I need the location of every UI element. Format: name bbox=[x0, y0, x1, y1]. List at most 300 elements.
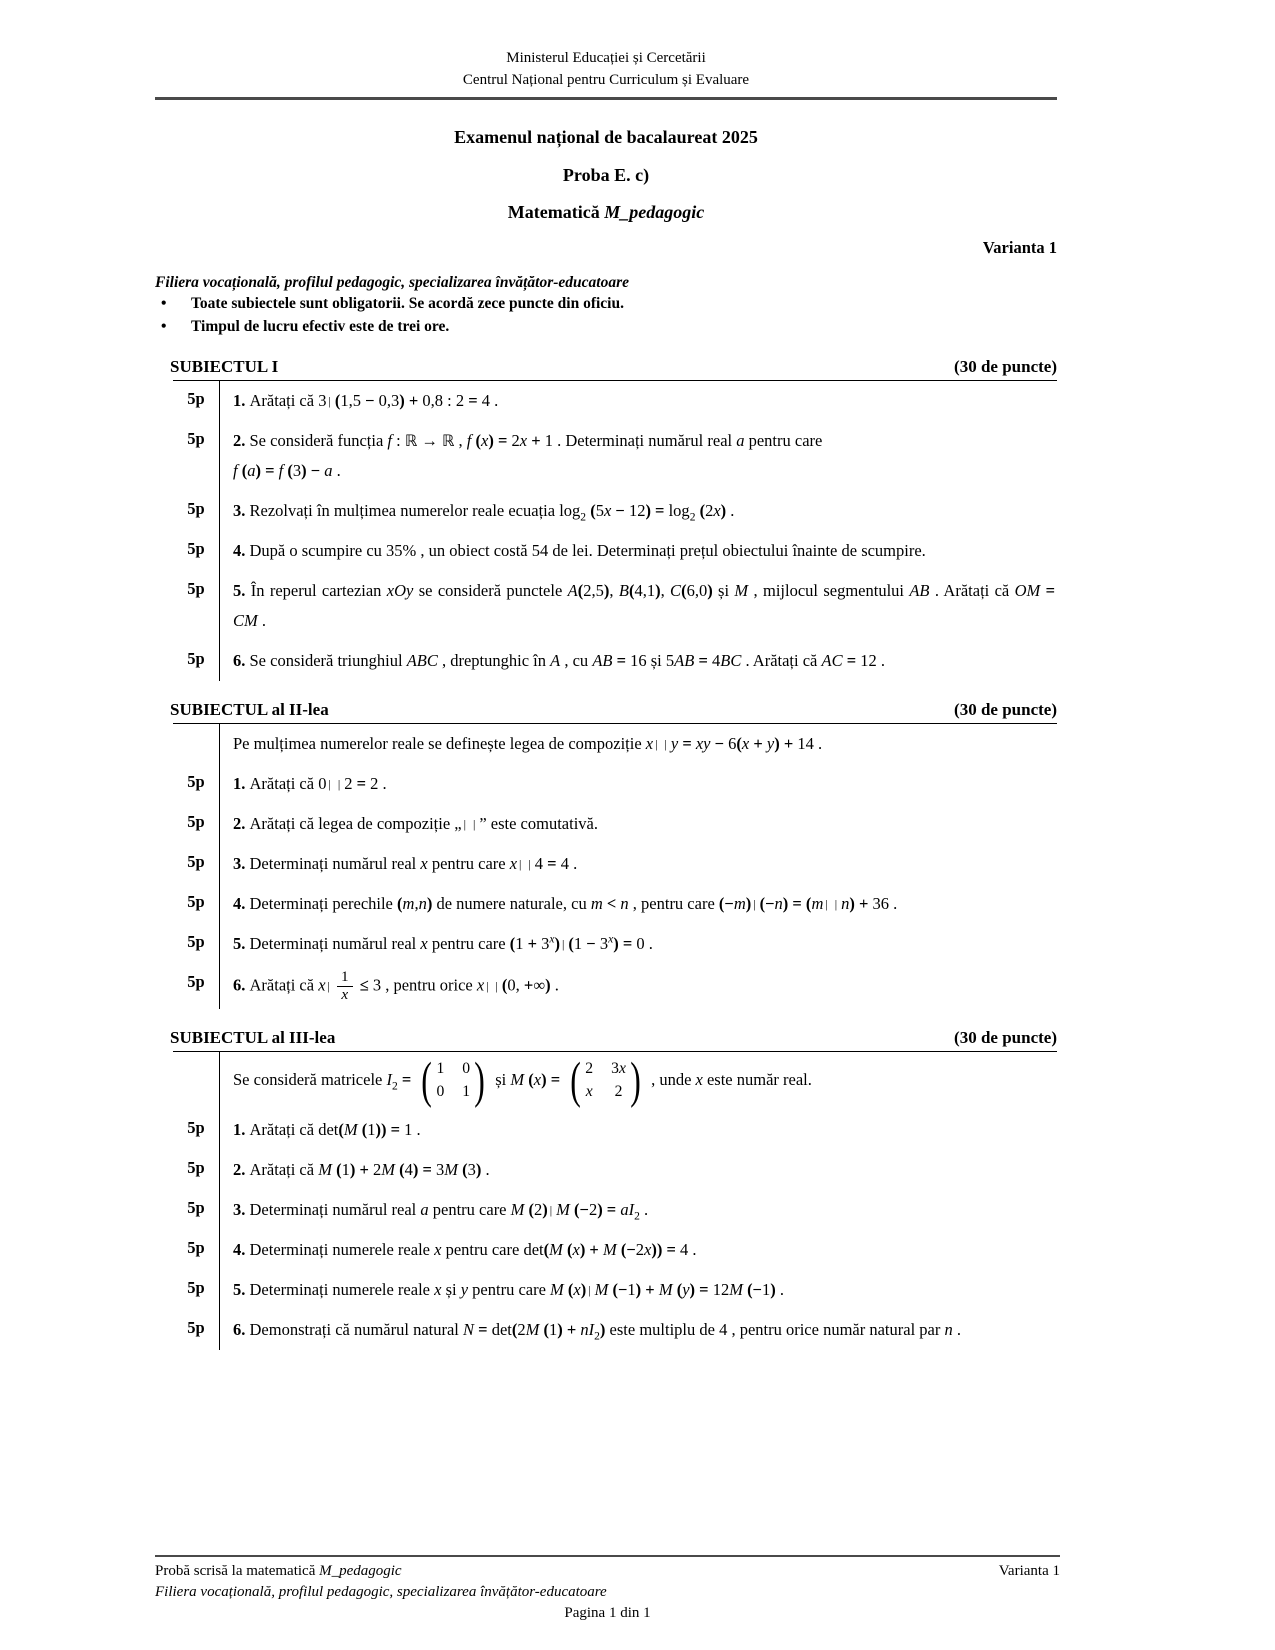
math-n: pentru care bbox=[468, 1280, 551, 1300]
math-b: ( bbox=[577, 581, 584, 601]
math-n: și bbox=[441, 1280, 461, 1300]
math-b: ) + bbox=[579, 1240, 603, 1260]
math-b: = bbox=[694, 651, 712, 671]
problem-row bbox=[173, 1230, 1057, 1270]
math-n: . bbox=[726, 501, 735, 521]
math-n: Determinați numărul real bbox=[565, 431, 737, 451]
math-b: 5. bbox=[233, 581, 251, 601]
math-b: ( bbox=[338, 1120, 344, 1140]
math-i: f bbox=[278, 461, 284, 481]
math-n: ∞ bbox=[533, 975, 546, 995]
math-b: = bbox=[612, 651, 631, 671]
math-b: 2. bbox=[233, 431, 250, 451]
math-b: ( bbox=[511, 1320, 518, 1340]
math-n: După o scumpire cu 35% , un obiect costă 54 de lei. Determinați prețul obiectului înainte de scumpire. bbox=[249, 541, 926, 561]
math-i: f bbox=[387, 431, 392, 451]
math-n: 2 bbox=[517, 1320, 526, 1340]
math-b: → bbox=[417, 431, 442, 451]
math-i: x bbox=[420, 854, 428, 874]
problem-row bbox=[173, 924, 1057, 964]
math-b: ) bbox=[655, 581, 661, 601]
math-b: = bbox=[678, 734, 696, 754]
exam-title: Examenul național de bacalaureat 2025 bbox=[454, 126, 758, 147]
math-n: 36 . bbox=[872, 894, 898, 914]
math-b: 3. bbox=[233, 854, 250, 874]
math-o: | | bbox=[463, 817, 478, 832]
math-i: n bbox=[620, 894, 629, 914]
math-b: ( bbox=[672, 1280, 683, 1300]
math-n: Determinați numărul real bbox=[249, 854, 421, 874]
math-i: M bbox=[510, 1069, 525, 1089]
math-n: 2,5 bbox=[583, 581, 604, 601]
problem-text bbox=[219, 764, 1057, 804]
math-o: | | bbox=[486, 978, 500, 993]
section-points: (30 de puncte) bbox=[954, 700, 1057, 720]
problem-text bbox=[219, 804, 1057, 844]
math-b: ( bbox=[568, 934, 574, 954]
math-b: + bbox=[527, 934, 542, 954]
math-i: x bbox=[713, 501, 721, 521]
math-b: ) bbox=[603, 581, 610, 601]
bullet-item bbox=[155, 315, 1057, 338]
section-title: SUBIECTUL I bbox=[170, 357, 279, 376]
math-n: 1 bbox=[761, 1280, 771, 1300]
math-num: 0 bbox=[436, 1083, 445, 1101]
points-cell: 5p bbox=[187, 852, 205, 872]
math-i: y bbox=[766, 734, 775, 754]
problem-text bbox=[219, 1190, 1057, 1230]
math-b: (− bbox=[718, 894, 734, 914]
math-n: 12 bbox=[628, 501, 646, 521]
points-cell bbox=[173, 1052, 219, 1111]
math-n: 3 bbox=[292, 461, 302, 481]
math-o: | bbox=[562, 937, 567, 952]
math-b: ) + bbox=[774, 734, 798, 754]
math-n: 2 bbox=[511, 431, 520, 451]
math-n: 3 bbox=[467, 1160, 476, 1180]
math-sub: 2 bbox=[634, 1210, 640, 1223]
problem-text bbox=[219, 844, 1057, 884]
math-b: ( bbox=[586, 501, 596, 521]
problem-row bbox=[173, 1190, 1057, 1230]
math-sub: 2 bbox=[391, 1080, 398, 1092]
math-i: M bbox=[550, 1280, 564, 1300]
math-i: AB bbox=[909, 581, 930, 601]
math-b: < bbox=[602, 894, 621, 914]
math-i: BC bbox=[720, 651, 742, 671]
math-i: f bbox=[466, 431, 472, 451]
math-b: ) bbox=[545, 975, 551, 995]
footer-row1 bbox=[155, 1561, 1060, 1582]
footer-proba-profile: M_pedagogic bbox=[319, 1563, 402, 1579]
points-cell: 5p bbox=[187, 1278, 205, 1298]
math-n: 6,0 bbox=[686, 581, 708, 601]
math-n: 1 bbox=[573, 934, 587, 954]
math-n: Arătați că 0 bbox=[249, 774, 327, 794]
math-o: | bbox=[549, 1203, 555, 1218]
exam-subject bbox=[155, 202, 1057, 223]
math-n: , bbox=[414, 894, 419, 914]
math-n: În reperul cartezian bbox=[250, 581, 387, 601]
math-i: x bbox=[519, 431, 528, 451]
math-i: x bbox=[533, 1069, 542, 1089]
math-b: ( bbox=[562, 1240, 573, 1260]
math-i: M bbox=[658, 1280, 673, 1300]
problem-text bbox=[219, 381, 1057, 421]
math-b: ) bbox=[554, 934, 561, 954]
matrix-cells bbox=[435, 1060, 471, 1103]
math-n: 1 bbox=[341, 1160, 350, 1180]
math-b: (− bbox=[759, 894, 775, 914]
math-n: 2 bbox=[373, 1160, 382, 1180]
math-i: y bbox=[682, 1280, 690, 1300]
math-i: OM bbox=[1014, 581, 1041, 601]
section-table bbox=[173, 723, 1057, 1009]
math-b: 5. bbox=[233, 934, 250, 954]
math-i: xOy bbox=[386, 581, 414, 601]
matrix-paren-right: ) bbox=[630, 1051, 641, 1109]
math-n: 6 bbox=[728, 734, 737, 754]
math-b: = bbox=[356, 774, 371, 794]
math-o: | bbox=[588, 1283, 593, 1298]
problem-text bbox=[219, 1310, 1057, 1350]
problem-text bbox=[219, 1270, 1057, 1310]
math-n: 0,3 bbox=[378, 391, 400, 410]
points-cell: 5p bbox=[187, 539, 205, 559]
section-title: SUBIECTUL al III-lea bbox=[170, 1027, 336, 1047]
math-i: a bbox=[420, 1200, 429, 1220]
math-b: ( bbox=[695, 501, 706, 521]
math-i: y bbox=[670, 734, 679, 754]
math-i: x bbox=[434, 1280, 442, 1300]
math-b: 4. bbox=[233, 541, 250, 561]
math-num: 0 bbox=[462, 1059, 471, 1077]
math-i: x bbox=[695, 1069, 703, 1089]
math-n: 2 bbox=[635, 1240, 644, 1260]
points-cell: 5p bbox=[187, 649, 205, 669]
math-o: | | bbox=[328, 777, 343, 792]
points-cell: 5p bbox=[187, 972, 205, 992]
fraction bbox=[337, 969, 353, 1003]
math-n: 1 . bbox=[544, 431, 566, 451]
section-table bbox=[173, 1051, 1057, 1351]
math-i: M bbox=[381, 1160, 395, 1180]
math-b: ( bbox=[628, 581, 635, 601]
math-b: − bbox=[586, 934, 600, 954]
problem-row bbox=[173, 1150, 1057, 1190]
math-n: 4,1 bbox=[634, 581, 656, 601]
math-b: (− bbox=[569, 1200, 589, 1220]
math-i: M bbox=[444, 1160, 459, 1180]
math-b: ( bbox=[395, 1160, 405, 1180]
math-b: (− bbox=[616, 1240, 636, 1260]
math-i: x bbox=[573, 1280, 581, 1300]
math-i: xy bbox=[695, 734, 711, 754]
math-i: m bbox=[811, 894, 824, 914]
math-n: 2 bbox=[344, 774, 357, 794]
math-n: 12 . bbox=[860, 651, 885, 671]
math-b: ( bbox=[524, 1069, 534, 1089]
math-b: 2. bbox=[233, 1160, 250, 1180]
points-cell: 5p bbox=[187, 1318, 205, 1338]
problem-row bbox=[173, 491, 1057, 531]
exam-proba: Proba E. c) bbox=[562, 164, 650, 185]
matrix-cell bbox=[436, 1060, 444, 1079]
math-b: ) = bbox=[689, 1280, 713, 1300]
math-b: ) bbox=[770, 1280, 776, 1300]
math-i: n bbox=[774, 894, 783, 914]
math-n: 2 bbox=[534, 1200, 543, 1220]
math-b: ( bbox=[357, 1120, 368, 1140]
math-n: . Arătați că bbox=[741, 651, 822, 671]
points-cell: 5p bbox=[187, 499, 205, 519]
footer-variant: Varianta 1 bbox=[998, 1563, 1060, 1579]
math-i: M bbox=[549, 1240, 563, 1260]
math-o: | | bbox=[519, 857, 533, 872]
math-n: 4 . bbox=[481, 391, 499, 410]
matrix-cell bbox=[611, 1060, 626, 1079]
math-i: n bbox=[580, 1320, 589, 1340]
math-b: ( bbox=[736, 734, 742, 754]
math-n: de numere naturale, cu bbox=[432, 894, 591, 914]
matrix-paren-right: ) bbox=[474, 1051, 485, 1109]
math-n: log bbox=[668, 501, 690, 521]
math-n: 1,5 bbox=[340, 391, 366, 410]
math-n: este număr real. bbox=[702, 1069, 812, 1089]
math-n: și bbox=[712, 581, 735, 601]
math-b: ( bbox=[471, 431, 481, 451]
problem-row bbox=[173, 884, 1057, 924]
math-n: 2 bbox=[705, 501, 714, 521]
math-num: 1 bbox=[462, 1083, 471, 1101]
math-n: se consideră punctele bbox=[413, 581, 568, 601]
math-sub: 2 bbox=[594, 1330, 600, 1343]
math-b: + bbox=[523, 975, 534, 995]
problem-row bbox=[173, 844, 1057, 884]
math-n: 16 și 5 bbox=[630, 651, 675, 671]
math-i: x bbox=[481, 431, 489, 451]
problem-row bbox=[173, 804, 1057, 844]
section-title: SUBIECTUL al II-lea bbox=[170, 700, 329, 720]
math-sup: x bbox=[608, 933, 614, 946]
footer-rule bbox=[155, 1555, 1060, 1557]
problem-text bbox=[219, 884, 1057, 924]
math-n: 0, bbox=[507, 975, 524, 995]
math-b: ( bbox=[458, 1160, 468, 1180]
problem-text bbox=[219, 1110, 1057, 1150]
math-n: Demonstrați că numărul natural bbox=[249, 1320, 464, 1340]
problem-row bbox=[173, 571, 1057, 641]
math-n: 4 bbox=[534, 854, 548, 874]
section-points: (30 de puncte) bbox=[954, 357, 1057, 376]
math-n: 2 bbox=[588, 1200, 598, 1220]
page-footer bbox=[155, 1555, 1060, 1624]
math-i: a bbox=[620, 1200, 629, 1220]
math-o: | | bbox=[655, 737, 669, 752]
math-i: C bbox=[670, 581, 682, 601]
math-num: 2 bbox=[614, 1083, 623, 1101]
problem-row bbox=[173, 1310, 1057, 1350]
math-n: Rezolvați în mulțimea numerelor reale ecuația log bbox=[249, 501, 581, 521]
math-b: 5. bbox=[233, 1280, 250, 1300]
math-b: 4. bbox=[233, 894, 250, 914]
math-b: ) bbox=[475, 1160, 482, 1180]
points-cell: 5p bbox=[187, 389, 205, 408]
math-n: . bbox=[639, 1200, 649, 1220]
math-b: ) = ( bbox=[782, 894, 812, 914]
math-b: ( bbox=[543, 1240, 550, 1260]
problem-text bbox=[219, 964, 1057, 1008]
math-i: M bbox=[729, 1280, 743, 1300]
math-b: = bbox=[397, 1069, 416, 1089]
math-i: y bbox=[460, 1280, 469, 1300]
math-n: Determinați numărul real bbox=[249, 1200, 421, 1220]
math-num: 1 bbox=[436, 1059, 445, 1077]
math-i: n bbox=[841, 894, 850, 914]
math-i: x bbox=[318, 975, 326, 995]
math-n: pentru care det bbox=[441, 1240, 544, 1260]
math-b: = bbox=[842, 651, 861, 671]
math-i: N bbox=[463, 1320, 475, 1340]
header-rule bbox=[155, 97, 1057, 100]
bullet-text: Toate subiectele sunt obligatorii. Se acordă zece puncte din oficiu. bbox=[191, 294, 624, 312]
math-n: Pe mulțimea numerelor reale se definește legea de compoziție bbox=[233, 734, 646, 754]
math-sub: 2 bbox=[580, 511, 587, 524]
math-b: ( bbox=[563, 1280, 574, 1300]
math-b: = bbox=[1040, 581, 1056, 601]
math-n: 0 . bbox=[636, 934, 653, 954]
math-b: )) = bbox=[651, 1240, 680, 1260]
math-n: . bbox=[550, 975, 559, 995]
math-b: ( bbox=[539, 1320, 549, 1340]
bullet-icon: • bbox=[161, 317, 167, 335]
math-b: ≤ bbox=[355, 975, 373, 995]
math-b: ) = bbox=[541, 1069, 565, 1089]
math-b: (− bbox=[742, 1280, 762, 1300]
math-i: M bbox=[556, 1200, 570, 1220]
math-b: 2. bbox=[233, 814, 250, 834]
bullet-text: Timpul de lucru efectiv este de trei ore. bbox=[191, 317, 450, 335]
math-n: 4 . bbox=[560, 854, 578, 874]
math-i: a bbox=[324, 461, 333, 481]
math-i: x bbox=[434, 1240, 442, 1260]
matrix-cell bbox=[462, 1083, 470, 1102]
math-b: 1. bbox=[233, 391, 250, 410]
math-n: 1 bbox=[627, 1280, 636, 1300]
math-n: Arătați că bbox=[249, 975, 319, 995]
math-i: n bbox=[418, 894, 427, 914]
math-i: I bbox=[588, 1320, 595, 1340]
math-n: ” este comutativă. bbox=[479, 814, 598, 834]
math-n: . bbox=[775, 1280, 784, 1300]
math-n: det bbox=[491, 1320, 512, 1340]
matrix-paren-left: ( bbox=[421, 1051, 433, 1109]
bullet-item bbox=[155, 292, 1057, 315]
math-i: M bbox=[510, 1200, 525, 1220]
math-n: 5 bbox=[595, 501, 604, 521]
problem-text bbox=[219, 924, 1057, 964]
math-b: ( bbox=[331, 1160, 342, 1180]
math-b: ) − bbox=[301, 461, 325, 481]
math-n: , pentru care bbox=[628, 894, 719, 914]
math-i: m bbox=[733, 894, 746, 914]
math-i: x bbox=[420, 934, 428, 954]
math-b: ( bbox=[501, 975, 508, 995]
math-i: A bbox=[550, 651, 561, 671]
points-cell bbox=[173, 724, 219, 764]
points-cell: 5p bbox=[187, 772, 205, 792]
problem-row bbox=[173, 1052, 1057, 1111]
math-var: x bbox=[618, 1059, 626, 1077]
math-i: x bbox=[645, 734, 654, 754]
math-b: 1. bbox=[233, 1120, 250, 1140]
math-n: 3 bbox=[541, 934, 550, 954]
math-n: Arătați că legea de compoziție „ bbox=[249, 814, 462, 834]
math-n: pentru care bbox=[428, 1200, 511, 1220]
math-n: . Arătați că bbox=[929, 581, 1015, 601]
math-b: ( bbox=[283, 461, 293, 481]
matrix-cell bbox=[585, 1083, 593, 1102]
section-table bbox=[173, 380, 1057, 681]
bullet-icon: • bbox=[161, 294, 167, 312]
problem-row bbox=[173, 1110, 1057, 1150]
math-i: x bbox=[509, 854, 518, 874]
math-n: 3 bbox=[436, 1160, 445, 1180]
math-i: a bbox=[736, 431, 745, 451]
section-header-2 bbox=[155, 700, 1057, 720]
math-n: este multiplu de 4 , pentru orice număr natural par bbox=[605, 1320, 945, 1340]
math-n: , bbox=[660, 581, 671, 601]
fraction-denominator: x bbox=[341, 985, 349, 1003]
math-n: , cu bbox=[560, 651, 593, 671]
points-cell: 5p bbox=[187, 579, 205, 599]
math-n: 4 bbox=[404, 1160, 413, 1180]
math-n: 4 . bbox=[679, 1240, 697, 1260]
math-b: 4. bbox=[233, 1240, 250, 1260]
math-n: : bbox=[392, 431, 405, 451]
problem-text bbox=[219, 1052, 1057, 1111]
math-n: 0,8 : 2 bbox=[422, 391, 469, 410]
problem-row bbox=[173, 531, 1057, 571]
problem-text bbox=[219, 421, 1057, 491]
math-n: Arătați că bbox=[249, 1160, 319, 1180]
math-b: ) = bbox=[597, 1200, 621, 1220]
math-dbl: ℝ bbox=[404, 431, 418, 451]
math-i: M bbox=[734, 581, 749, 601]
footer-filiera: Filiera vocațională, profilul pedagogic, specializarea învățător-educatoare bbox=[155, 1584, 607, 1600]
matrix bbox=[418, 1051, 488, 1109]
math-b: ) = bbox=[488, 431, 512, 451]
math-b: ) = bbox=[613, 934, 637, 954]
math-b: − bbox=[611, 501, 629, 521]
math-n: 1 . bbox=[404, 1120, 421, 1140]
math-n: Determinați numerele reale bbox=[249, 1240, 435, 1260]
math-n: pentru care bbox=[427, 854, 510, 874]
math-n: . bbox=[952, 1320, 961, 1340]
math-i: m bbox=[402, 894, 415, 914]
math-b: = bbox=[474, 1320, 492, 1340]
math-n: Determinați numărul real bbox=[249, 934, 421, 954]
ministry-header bbox=[155, 48, 1057, 92]
math-b: ) + bbox=[399, 391, 423, 410]
math-o: | bbox=[328, 394, 333, 408]
matrix-cells bbox=[584, 1060, 627, 1103]
math-i: x bbox=[741, 734, 750, 754]
math-dbl: ℝ bbox=[442, 431, 455, 451]
math-n: 1 bbox=[367, 1120, 376, 1140]
math-n: 1 bbox=[548, 1320, 558, 1340]
ministry-line2: Centrul Național pentru Curriculum și Evaluare bbox=[462, 71, 750, 88]
